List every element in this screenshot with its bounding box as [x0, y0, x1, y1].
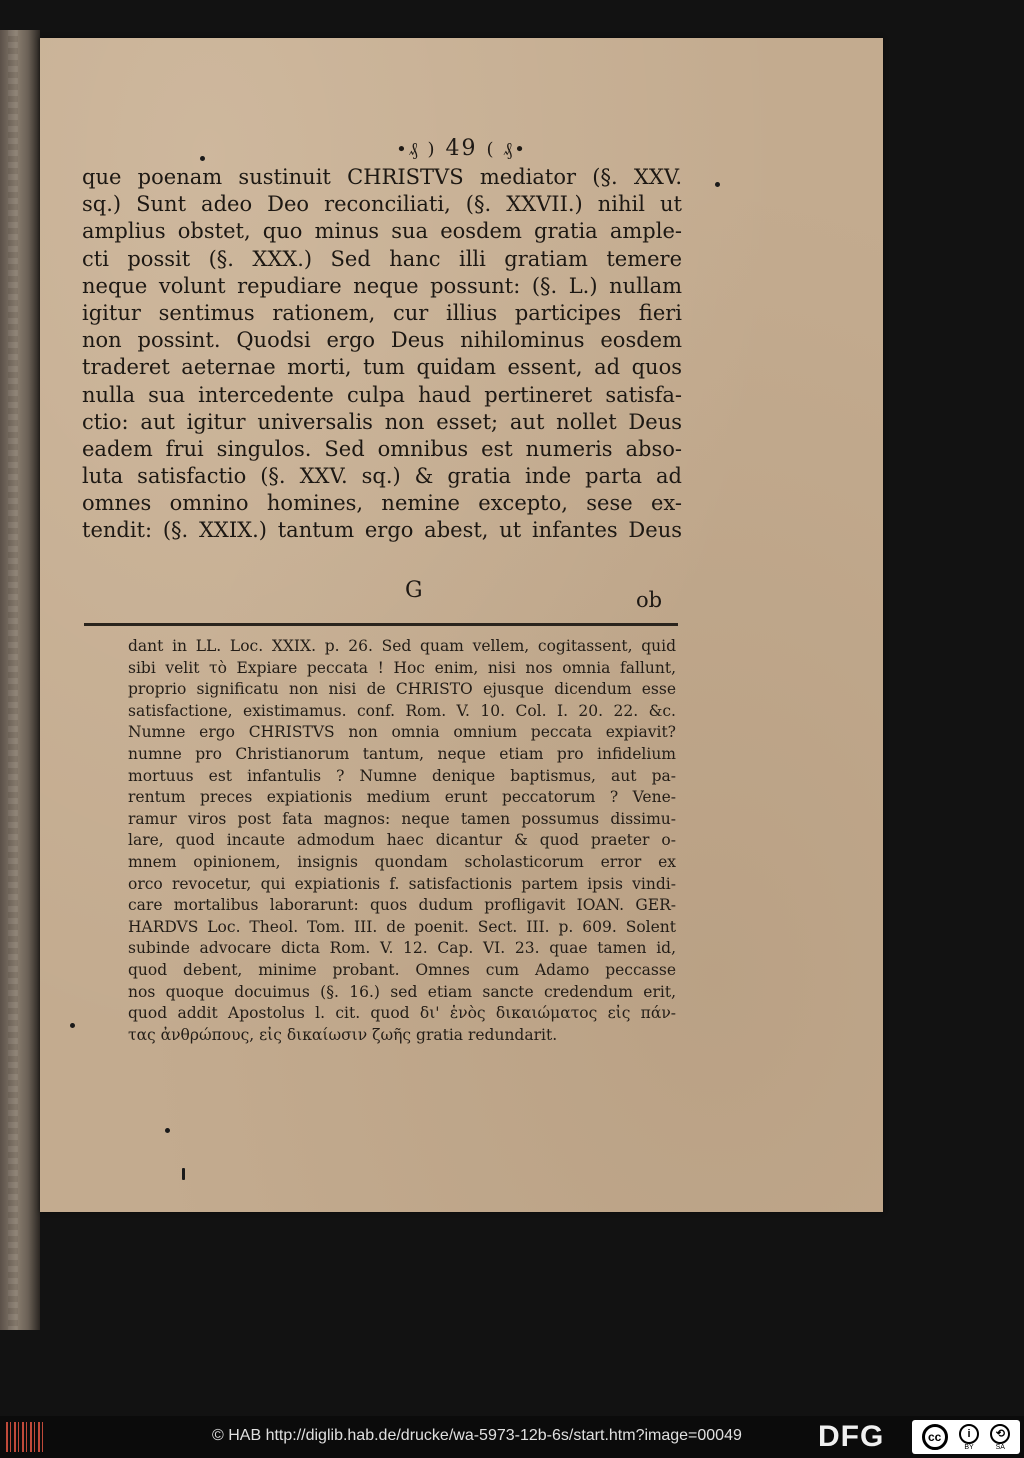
footnote-line: HARDVS Loc. Theol. Tom. III. de poenit. Sect. III. p. 609. Solent — [128, 917, 676, 936]
main-text-line: que poenam sustinuit CHRISTVS mediator (§. XXV. — [82, 165, 682, 189]
footnote-line: mnem opinionem, insignis quondam scholasticorum error ex — [128, 852, 676, 871]
footnote-line: Numne ergo CHRISTVS non omnia omnium peccata expiavit? — [128, 723, 676, 742]
cc-license-badge[interactable] — [912, 1420, 1020, 1454]
header-left-ornament: •₰ ) — [396, 139, 437, 160]
footnote-line: care mortalibus laborarunt: quos dudum profligavit IOAN. GER- — [128, 896, 676, 915]
viewer-footer — [0, 1416, 1024, 1458]
by-group — [959, 1424, 979, 1451]
signature-mark: G — [405, 578, 423, 603]
main-text-line: amplius obstet, quo minus sua eosdem gratia ample- — [82, 219, 682, 244]
sa-label: SA — [995, 1443, 1005, 1451]
footnote-line: lare, quod incaute admodum haec dicantur & quod praeter o- — [128, 831, 676, 850]
footnote-line: quod debent, minime probant. Omnes cum Adamo peccasse — [128, 960, 676, 979]
footnote-line: mortuus est infantulis ? Numne denique baptismus, aut pa- — [128, 766, 676, 785]
main-text-line: igitur sentimus rationem, cur illius participes fieri — [82, 300, 682, 325]
main-text-line: omnes omnino homines, nemine excepto, sese ex- — [82, 491, 682, 516]
catchword: ob — [636, 588, 663, 612]
main-text-line: neque volunt repudiare neque possunt: (§. L.) nullam — [82, 273, 682, 298]
footnote-line: nos quoque docuimus (§. 16.) sed etiam sancte credendum erit, — [128, 982, 676, 1001]
by-label: BY — [964, 1443, 974, 1451]
barcode-icon — [6, 1422, 46, 1452]
main-text-line: cti possit (§. XXX.) Sed hanc illi gratiam temere — [82, 246, 682, 271]
footnote-line: satisfactione, existimamus. conf. Rom. V. 10. Col. I. 20. 22. &c. — [128, 701, 676, 720]
footnote-line: τας ἀνθρώπους, εἰς δικαίωσιν ζωῆς gratia redundarit. — [128, 1025, 558, 1044]
footnote-line: sibi velit τὸ Expiare peccata ! Hoc enim, nisi nos omnia fallunt, — [128, 658, 676, 677]
main-text-line: eadem frui singulos. Sed omnibus est numeris abso- — [82, 436, 682, 461]
ink-speck — [165, 1128, 170, 1133]
cc-icon: cc — [922, 1424, 948, 1450]
footnote-line: subinde advocare dicta Rom. V. 12. Cap. VI. 23. quae tamen id, — [128, 939, 676, 958]
footnote-line: proprio significatu non nisi de CHRISTO ejusque dicendum esse — [128, 680, 676, 699]
ink-speck — [70, 1023, 75, 1028]
ink-speck — [715, 182, 720, 187]
ink-speck — [182, 1168, 185, 1180]
adjacent-page-edge — [0, 30, 40, 1330]
share-alike-icon: ⟲ — [990, 1424, 1010, 1444]
main-text-line: non possint. Quodsi ergo Deus nihilominus eosdem — [82, 328, 682, 353]
footnote-line: rentum preces expiationis medium erunt peccatorum ? Vene- — [128, 788, 676, 807]
book-page — [40, 38, 883, 1212]
dfg-logo: DFG — [818, 1420, 885, 1453]
citation-link[interactable]: © HAB http://diglib.hab.de/drucke/wa-5973-12b-6s/start.htm?image=00049 — [212, 1427, 742, 1444]
page-number: 49 — [445, 136, 478, 161]
footnote-line: numne pro Christianorum tantum, neque etiam pro infidelium — [128, 744, 676, 763]
footnote-line: orco revocetur, qui expiationis f. satisfactionis partem ipsis vindi- — [128, 874, 676, 893]
footnote-line: quod addit Apostolus l. cit. quod δι' ἑνὸς δικαιώματος εἰς πάν- — [128, 1004, 676, 1023]
attribution-icon: i — [959, 1424, 979, 1444]
main-text-block — [82, 164, 682, 545]
page-header — [40, 136, 883, 161]
main-text-line: sq.) Sunt adeo Deo reconciliati, (§. XXVII.) nihil ut — [82, 192, 682, 217]
main-text-line: nulla sua intercedente culpa haud pertineret satisfa- — [82, 382, 682, 407]
footnote-block — [128, 636, 676, 1046]
ink-speck — [200, 156, 205, 161]
footnote-line: ramur viros post fata magnos: neque tamen possumus dissimu- — [128, 809, 676, 828]
main-text-line: tendit: (§. XXIX.) tantum ergo abest, ut infantes Deus — [82, 518, 682, 543]
footnote-divider — [84, 623, 678, 626]
main-text-line: traderet aeternae morti, tum quidam essent, ad quos — [82, 355, 682, 380]
sa-group — [990, 1424, 1010, 1451]
main-text-line: ctio: aut igitur universalis non esset; aut nollet Deus — [82, 409, 682, 434]
header-right-ornament: ( ₰• — [486, 139, 527, 160]
footnote-line: dant in LL. Loc. XXIX. p. 26. Sed quam vellem, cogitassent, quid — [128, 637, 676, 655]
main-text-line: luta satisfactio (§. XXV. sq.) & gratia inde parta ad — [82, 464, 682, 489]
